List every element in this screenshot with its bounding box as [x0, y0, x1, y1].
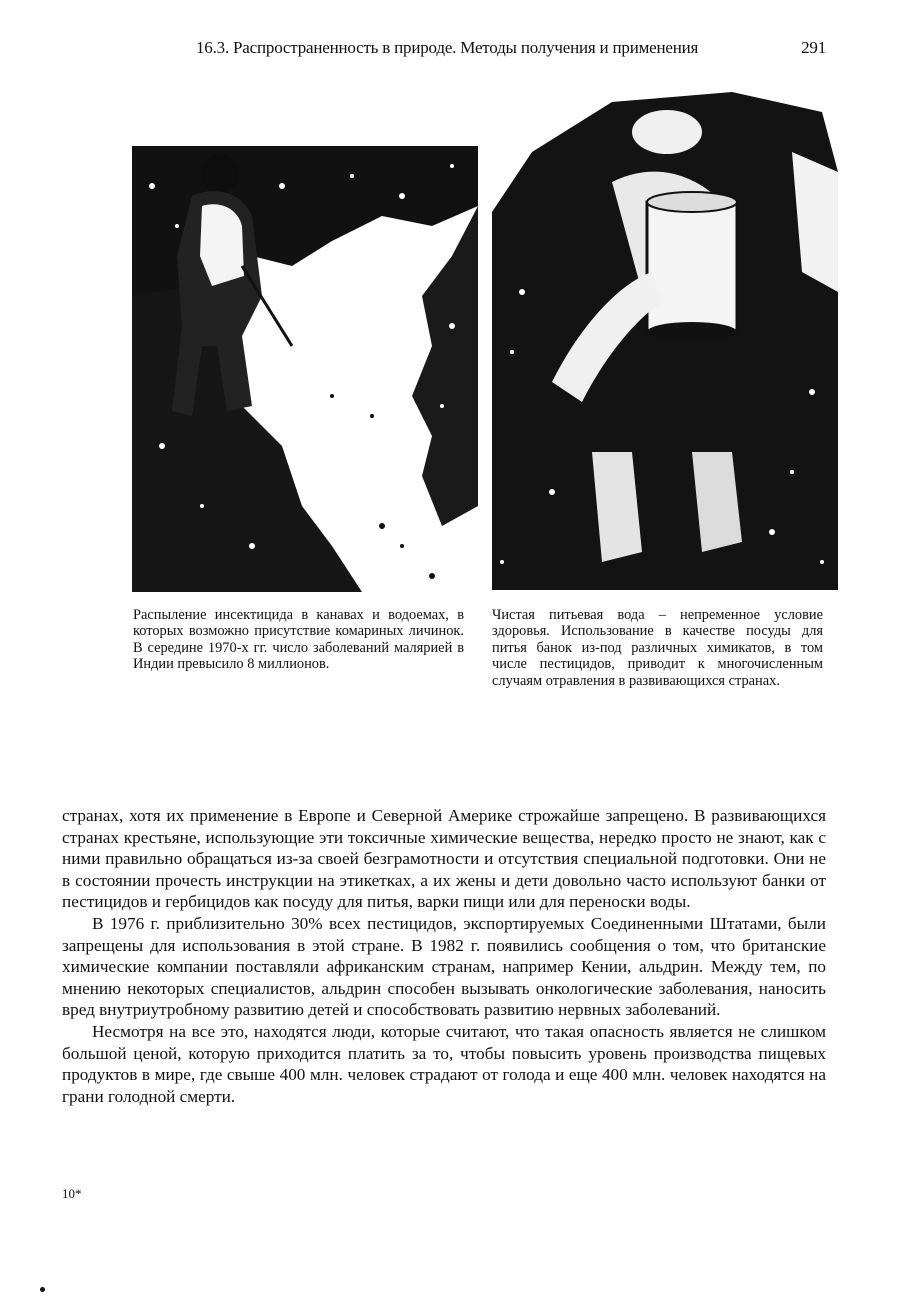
photo-spraying-insecticide-image — [132, 146, 478, 592]
scan-dot — [40, 1287, 45, 1292]
photo-chemical-can-water — [492, 92, 838, 590]
body-paragraph: Несмотря на все это, находятся люди, которые считают, что такая опасность является не слишком большой ценой, которую приходится платить за то, чтобы повысить уровень производства пищевых продуктов в мире, где свыше 400 млн. человек страдают от голода и еще 400 млн. человек находятся на грани голодной смерти. — [62, 1021, 826, 1106]
page-number: 291 — [801, 38, 826, 57]
figure-caption-right: Чистая питьевая вода – непременное условие здоровья. Использование в качестве посуды для питья банок из-под различных химикатов, в том числе пестицидов, приводит к многочисленным случаям отравления в развивающихся странах. — [492, 607, 823, 689]
running-head-title: 16.3. Распространенность в природе. Методы получения и применения — [196, 38, 699, 57]
signature-mark: 10* — [62, 1186, 82, 1201]
figure-caption-left: Распыление инсектицида в канавах и водоемах, в которых возможно присутствие комариных личинок. В середине 1970-х гг. число заболеваний малярией в Индии превысило 8 миллионов. — [133, 607, 464, 673]
photo-spraying-insecticide — [132, 146, 478, 592]
body-paragraph: странах, хотя их применение в Европе и Северной Америке строжайше запрещено. В развивающихся странах крестьяне, использующие эти токсичные химические вещества, нередко просто не знают, как с ними правильно обращаться из-за своей безграмотности и отсутствия специальной подготовки. Они не в состоянии прочесть инструкции на этикетках, а их жены и дети довольно часто используют банки от пестицидов и гербицидов как посуду для питья, варки пищи или для переноски воды. — [62, 806, 826, 912]
photo-chemical-can-water-image — [492, 92, 838, 590]
body-text — [62, 805, 826, 1107]
body-paragraph: В 1976 г. приблизительно 30% всех пестицидов, экспортируемых Соединенными Штатами, были запрещены для использования в этой стране. В 1982 г. появились сообщения о том, что британские химические компании поставляли африканским странам, например Кении, альдрин. Между тем, по мнению некоторых специалистов, альдрин способен вызывать онкологические заболевания, наносить вред внутриутробному развитию детей и способствовать развитию нервных заболеваний. — [62, 913, 826, 1020]
